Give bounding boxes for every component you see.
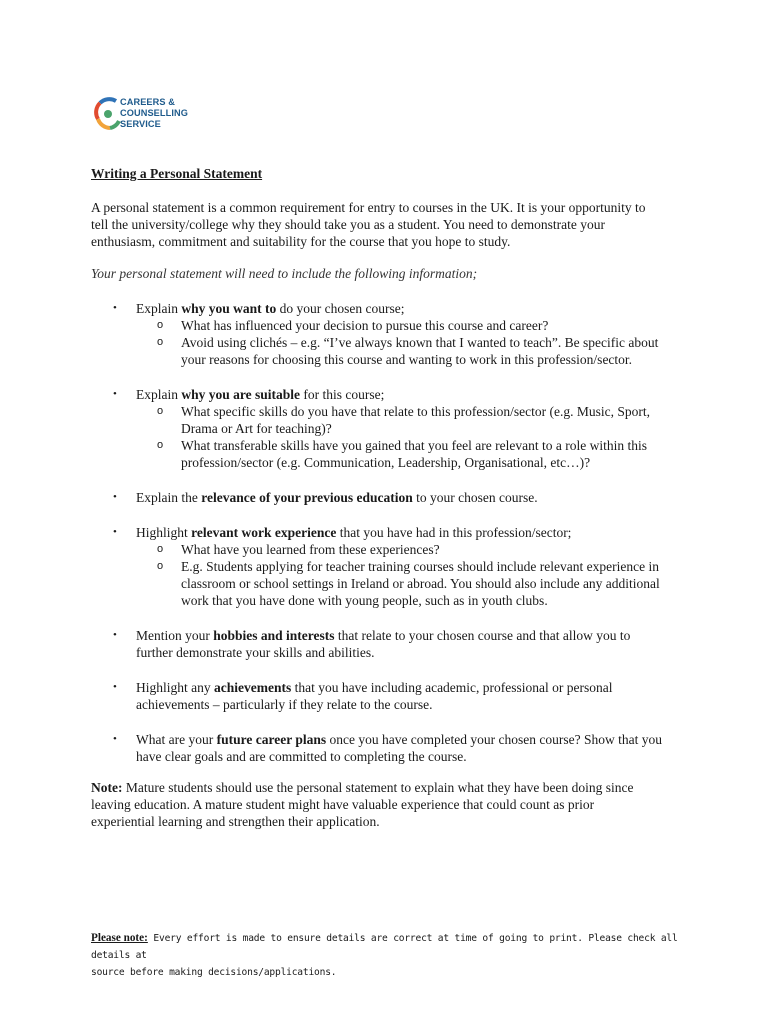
bullet-text xyxy=(110,731,710,765)
logo-line-3: SERVICE xyxy=(120,119,161,129)
bullet-continuation: achievements – particularly if they relate to the course. xyxy=(136,697,433,712)
sub-item-line: E.g. Students applying for teacher training courses should include relevant experience in xyxy=(181,559,659,574)
sub-item-line: What transferable skills have you gained that you feel are relevant to a role within this xyxy=(181,438,647,453)
sub-list-item xyxy=(110,558,710,609)
bullet-emphasis: hobbies and interests xyxy=(213,628,335,643)
list-item xyxy=(110,489,710,506)
bullet-text xyxy=(110,524,710,541)
intro-line: tell the university/college why they should take you as a student. You need to demonstrate your xyxy=(91,217,606,232)
bullet-pre: Highlight any xyxy=(136,680,214,695)
list-item xyxy=(110,731,710,765)
sub-item-line: What have you learned from these experiences? xyxy=(181,542,440,557)
bullet-text xyxy=(110,386,710,403)
bullet-text xyxy=(110,679,710,713)
bullet-pre: Explain xyxy=(136,301,182,316)
logo-ring-icon xyxy=(94,92,122,136)
sub-bullet-icon: o xyxy=(157,405,164,417)
footnote-line-1: Every effort is made to ensure details are correct at time of going to print. Please check all details at xyxy=(91,933,678,961)
sub-bullet-icon: o xyxy=(157,560,164,572)
bullet-icon: • xyxy=(113,388,117,400)
bullet-pre: Explain the xyxy=(136,490,202,505)
sub-bullet-icon: o xyxy=(157,543,164,555)
sub-item-line: Avoid using clichés – e.g. “I’ve always known that I wanted to teach”. Be specific about xyxy=(181,335,659,350)
note-first-line xyxy=(91,779,691,796)
sub-list-item xyxy=(110,541,710,558)
sub-bullet-icon: o xyxy=(157,336,164,348)
bullet-emphasis: relevant work experience xyxy=(191,525,337,540)
sub-item-line: What specific skills do you have that relate to this profession/sector (e.g. Music, Sport, xyxy=(181,404,651,419)
document-title: Writing a Personal Statement xyxy=(91,166,263,181)
sub-item-line: Drama or Art for teaching)? xyxy=(181,421,332,436)
list-item xyxy=(110,386,710,471)
sub-bullet-icon: o xyxy=(157,439,164,451)
list-item xyxy=(110,627,710,661)
mature-students-note xyxy=(91,779,691,830)
bullet-text xyxy=(110,489,710,506)
bullet-post: once you have completed your chosen course? Show that you xyxy=(326,732,662,747)
note-first-text: Mature students should use the personal statement to explain what they have been doing since xyxy=(122,780,634,795)
logo-line-2: COUNSELLING xyxy=(120,108,188,118)
bullet-icon: • xyxy=(113,491,117,503)
list-item xyxy=(110,679,710,713)
list-item xyxy=(110,524,710,609)
bullet-icon: • xyxy=(113,681,117,693)
sub-list-item xyxy=(110,403,710,437)
bullet-emphasis: relevance of your previous education xyxy=(201,490,413,505)
sub-item-line: What has influenced your decision to pursue this course and career? xyxy=(181,318,549,333)
bullet-post: to your chosen course. xyxy=(412,490,538,505)
sub-list-item xyxy=(110,317,710,334)
footnote-line-2: source before making decisions/applications. xyxy=(91,967,337,978)
intro-line: enthusiasm, commitment and suitability for the course that you hope to study. xyxy=(91,234,511,249)
logo-line-1: CAREERS & xyxy=(120,97,176,107)
bullet-icon: • xyxy=(113,733,117,745)
sub-item-line: work that you have done with young people, such as in youth clubs. xyxy=(181,593,548,608)
sub-item-line: classroom or school settings in Ireland or abroad. You should also include any additional xyxy=(181,576,660,591)
logo-wordmark xyxy=(120,97,188,130)
bullet-post: that relate to your chosen course and that allow you to xyxy=(334,628,631,643)
bullet-post: that you have including academic, professional or personal xyxy=(291,680,613,695)
bullet-icon: • xyxy=(113,526,117,538)
bullet-pre: Highlight xyxy=(136,525,192,540)
bullet-pre: Mention your xyxy=(136,628,214,643)
bullet-post: for this course; xyxy=(300,387,385,402)
sub-bullet-icon: o xyxy=(157,319,164,331)
disclaimer-footnote xyxy=(91,930,691,981)
bullet-post: do your chosen course; xyxy=(276,301,405,316)
bullet-post: that you have had in this profession/sector; xyxy=(336,525,572,540)
intro-line: A personal statement is a common requirement for entry to courses in the UK. It is your opportunity to xyxy=(91,200,646,215)
bullet-text xyxy=(110,627,710,661)
sub-list-item xyxy=(110,437,710,471)
lead-in-text: Your personal statement will need to include the following information; xyxy=(91,266,478,281)
footnote-label: Please note: xyxy=(91,932,148,944)
sub-item-line: your reasons for choosing this course and wanting to work in this profession/sector. xyxy=(181,352,633,367)
intro-paragraph xyxy=(91,199,671,250)
note-label: Note: xyxy=(91,780,123,795)
bullet-pre: Explain xyxy=(136,387,182,402)
sub-list-item xyxy=(110,334,710,368)
sub-item-line: profession/sector (e.g. Communication, Leadership, Organisational, etc…)? xyxy=(181,455,591,470)
bullet-emphasis: future career plans xyxy=(216,732,327,747)
bullet-pre: What are your xyxy=(136,732,217,747)
note-line: leaving education. A mature student might have valuable experience that could count as prior xyxy=(91,797,595,812)
bullet-text xyxy=(110,300,710,317)
bullet-emphasis: why you want to xyxy=(181,301,277,316)
bullet-emphasis: achievements xyxy=(214,680,292,695)
bullet-continuation: further demonstrate your skills and abilities. xyxy=(136,645,375,660)
bullet-continuation: have clear goals and are committed to completing the course. xyxy=(136,749,467,764)
bullet-icon: • xyxy=(113,629,117,641)
note-line: experiential learning and strengthen their application. xyxy=(91,814,380,829)
requirements-list xyxy=(110,300,710,783)
bullet-emphasis: why you are suitable xyxy=(181,387,301,402)
list-item xyxy=(110,300,710,368)
careers-counselling-logo xyxy=(94,92,206,136)
bullet-icon: • xyxy=(113,302,117,314)
